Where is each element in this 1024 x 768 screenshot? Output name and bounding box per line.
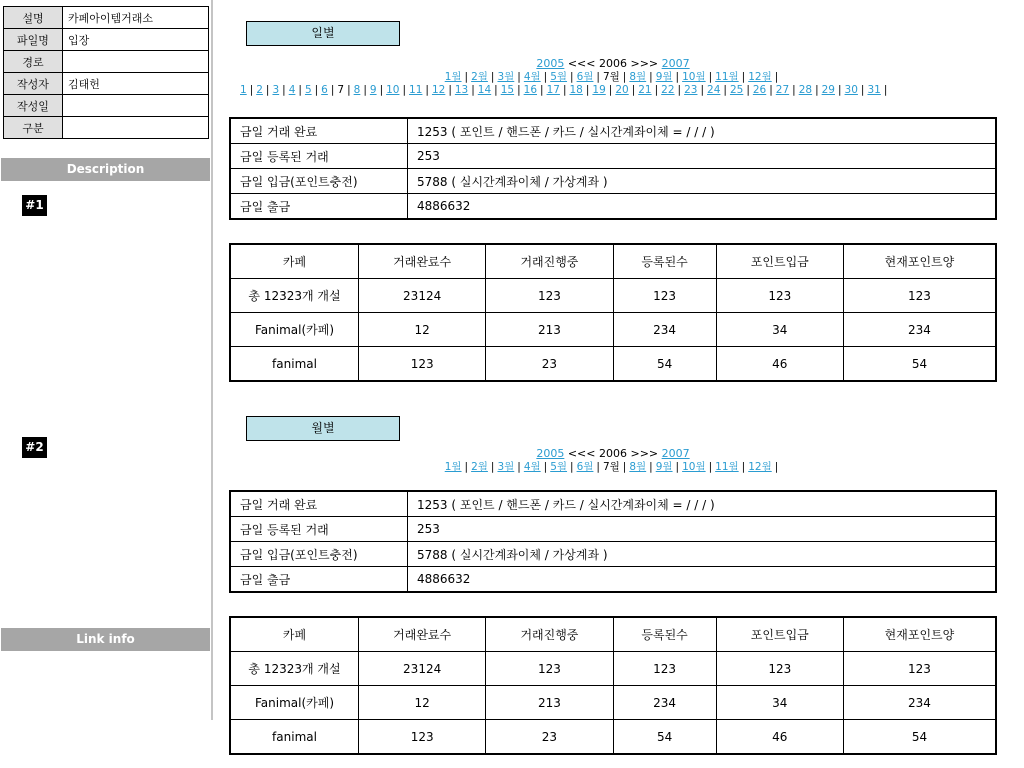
- column-header: 등록된수: [613, 617, 716, 652]
- day-link[interactable]: 14: [477, 84, 492, 96]
- summary-row: [230, 542, 996, 567]
- month-link: 7월: [602, 71, 620, 83]
- table-cell: 234: [843, 313, 996, 347]
- separator: |: [774, 461, 779, 473]
- day-link[interactable]: 21: [638, 84, 652, 96]
- summary-row: [230, 567, 996, 593]
- month-link[interactable]: 2월: [471, 461, 488, 473]
- day-link[interactable]: 20: [615, 84, 629, 96]
- prev-year-link[interactable]: 2005: [536, 57, 565, 70]
- summary-label: 금일 거래 완료: [230, 118, 408, 144]
- table-cell: 46: [716, 720, 843, 755]
- month-link[interactable]: 8월: [629, 461, 647, 473]
- separator: |: [792, 84, 796, 96]
- table-cell: 54: [613, 720, 716, 755]
- separator: |: [774, 71, 779, 83]
- table-cell: 234: [843, 686, 996, 720]
- separator: |: [838, 84, 842, 96]
- month-link[interactable]: 1월: [444, 461, 462, 473]
- table-cell: 총 12323개 개설: [230, 279, 359, 313]
- table-row: [230, 652, 996, 686]
- separator: |: [570, 461, 574, 473]
- meta-row: [4, 7, 209, 29]
- day-link[interactable]: 27: [775, 84, 790, 96]
- marker-1: #1: [22, 195, 47, 216]
- separator: |: [402, 84, 407, 96]
- table-cell: 34: [716, 686, 843, 720]
- separator: |: [543, 461, 548, 473]
- daily-section-title: 일별: [246, 21, 400, 46]
- summary-value: 1253 ( 포인트 / 핸드폰 / 카드 / 실시간계좌이체 = / / / ): [408, 491, 997, 517]
- day-link: 7: [337, 84, 345, 96]
- table-cell: 54: [613, 347, 716, 382]
- daily-month-nav: [228, 71, 998, 83]
- table-cell: 234: [613, 313, 716, 347]
- summary-value: 4886632: [408, 194, 997, 220]
- separator: |: [677, 84, 682, 96]
- summary-row: [230, 491, 996, 517]
- summary-label: 금일 등록된 거래: [230, 144, 408, 169]
- meta-value: [63, 95, 209, 117]
- table-cell: 123: [486, 279, 613, 313]
- table-cell: Fanimal(카페): [230, 686, 359, 720]
- separator: |: [622, 71, 627, 83]
- table-cell: 총 12323개 개설: [230, 652, 359, 686]
- day-link[interactable]: 9: [369, 84, 377, 96]
- table-cell: 54: [843, 720, 996, 755]
- separator: |: [379, 84, 384, 96]
- summary-row: [230, 169, 996, 194]
- separator: |: [675, 461, 680, 473]
- separator: |: [608, 84, 613, 96]
- column-header: 거래진행중: [486, 244, 613, 279]
- day-link[interactable]: 24: [707, 84, 721, 96]
- separator: |: [330, 84, 335, 96]
- table-cell: 34: [716, 313, 843, 347]
- separator: |: [631, 84, 636, 96]
- daily-day-nav: [240, 84, 1010, 96]
- meta-info-table: [3, 6, 209, 139]
- day-link[interactable]: 12: [431, 84, 446, 96]
- column-header: 카페: [230, 617, 359, 652]
- column-header: 거래완료수: [359, 244, 486, 279]
- summary-value: 5788 ( 실시간계좌이체 / 가상계좌 ): [408, 169, 997, 194]
- column-header: 현재포인트양: [843, 244, 996, 279]
- prev-year-link[interactable]: 2005: [536, 447, 565, 460]
- separator: |: [649, 71, 653, 83]
- day-link[interactable]: 10: [386, 84, 400, 96]
- meta-key: 설명: [4, 7, 63, 29]
- separator: |: [464, 71, 469, 83]
- month-link[interactable]: 5월: [550, 461, 568, 473]
- meta-value: 김태헌: [63, 73, 209, 95]
- month-link[interactable]: 12월: [748, 461, 772, 473]
- day-link[interactable]: 3: [272, 84, 280, 96]
- meta-row: [4, 95, 209, 117]
- day-link[interactable]: 19: [592, 84, 606, 96]
- separator: |: [448, 84, 452, 96]
- table-cell: 12: [359, 686, 486, 720]
- separator: |: [596, 461, 600, 473]
- separator: |: [464, 461, 469, 473]
- month-link[interactable]: 3월: [497, 71, 515, 83]
- description-header: Description: [1, 158, 210, 181]
- separator: |: [543, 71, 548, 83]
- separator: |: [471, 84, 475, 96]
- meta-value: [63, 117, 209, 139]
- table-cell: 46: [716, 347, 843, 382]
- table-cell: 123: [613, 652, 716, 686]
- summary-label: 금일 출금: [230, 194, 408, 220]
- month-link[interactable]: 2월: [471, 71, 488, 83]
- meta-row: [4, 29, 209, 51]
- month-link[interactable]: 8월: [629, 71, 647, 83]
- month-link[interactable]: 12월: [748, 71, 772, 83]
- table-row: [230, 313, 996, 347]
- separator: |: [347, 84, 351, 96]
- separator: |: [314, 84, 319, 96]
- month-link: 7월: [602, 461, 620, 473]
- month-link[interactable]: 3월: [497, 461, 515, 473]
- table-cell: 213: [486, 313, 613, 347]
- summary-label: 금일 거래 완료: [230, 491, 408, 517]
- summary-label: 금일 등록된 거래: [230, 517, 408, 542]
- current-year: <<< 2006 >>>: [567, 57, 659, 70]
- table-cell: 123: [843, 652, 996, 686]
- meta-key: 작성자: [4, 73, 63, 95]
- table-row: [230, 347, 996, 382]
- meta-value: [63, 51, 209, 73]
- month-link[interactable]: 1월: [444, 71, 462, 83]
- table-cell: 123: [716, 279, 843, 313]
- day-link[interactable]: 26: [752, 84, 767, 96]
- separator: |: [708, 71, 713, 83]
- link-info-header: Link info: [1, 628, 210, 651]
- summary-label: 금일 입금(포인트충전): [230, 169, 408, 194]
- panel-divider: [211, 0, 213, 720]
- summary-row: [230, 118, 996, 144]
- month-link[interactable]: 6월: [576, 461, 594, 473]
- day-link[interactable]: 16: [523, 84, 538, 96]
- separator: |: [596, 71, 600, 83]
- meta-key: 작성일: [4, 95, 63, 117]
- separator: |: [425, 84, 429, 96]
- meta-key: 경로: [4, 51, 63, 73]
- day-link[interactable]: 2: [256, 84, 263, 96]
- separator: |: [494, 84, 498, 96]
- summary-row: [230, 194, 996, 220]
- column-header: 포인트입금: [716, 244, 843, 279]
- month-link[interactable]: 5월: [550, 71, 568, 83]
- separator: |: [570, 71, 574, 83]
- column-header: 등록된수: [613, 244, 716, 279]
- meta-row: [4, 51, 209, 73]
- separator: |: [363, 84, 367, 96]
- table-cell: 213: [486, 686, 613, 720]
- day-link[interactable]: 23: [684, 84, 698, 96]
- separator: |: [769, 84, 773, 96]
- separator: |: [883, 84, 888, 96]
- month-link[interactable]: 6월: [576, 71, 594, 83]
- monthly-summary-table: [229, 490, 997, 593]
- day-link[interactable]: 31: [867, 84, 881, 96]
- day-link[interactable]: 18: [569, 84, 583, 96]
- day-link[interactable]: 15: [500, 84, 515, 96]
- separator: |: [723, 84, 727, 96]
- day-link[interactable]: 30: [844, 84, 858, 96]
- separator: |: [517, 461, 521, 473]
- day-link[interactable]: 4: [288, 84, 296, 96]
- separator: |: [675, 71, 680, 83]
- separator: |: [741, 461, 746, 473]
- separator: |: [490, 71, 495, 83]
- month-link[interactable]: 10월: [682, 71, 706, 83]
- table-cell: Fanimal(카페): [230, 313, 359, 347]
- next-year-link[interactable]: 2007: [661, 57, 690, 70]
- daily-summary-table: [229, 117, 997, 220]
- summary-label: 금일 입금(포인트충전): [230, 542, 408, 567]
- separator: |: [649, 461, 653, 473]
- summary-value: 253: [408, 144, 997, 169]
- daily-cafe-table: [229, 243, 997, 382]
- day-link[interactable]: 5: [304, 84, 312, 96]
- separator: |: [815, 84, 819, 96]
- meta-row: [4, 73, 209, 95]
- separator: |: [585, 84, 590, 96]
- table-cell: 123: [716, 652, 843, 686]
- month-link[interactable]: 4월: [523, 71, 541, 83]
- table-cell: 123: [613, 279, 716, 313]
- monthly-month-nav: [228, 461, 998, 473]
- table-cell: 23124: [359, 652, 486, 686]
- separator: |: [298, 84, 302, 96]
- meta-row: [4, 117, 209, 139]
- month-link[interactable]: 11월: [715, 71, 739, 83]
- table-cell: 23124: [359, 279, 486, 313]
- column-header: 포인트입금: [716, 617, 843, 652]
- separator: |: [249, 84, 254, 96]
- table-cell: 54: [843, 347, 996, 382]
- day-link[interactable]: 1: [240, 84, 247, 96]
- month-link[interactable]: 4월: [523, 461, 541, 473]
- separator: |: [741, 71, 746, 83]
- day-link[interactable]: 8: [353, 84, 361, 96]
- column-header: 현재포인트양: [843, 617, 996, 652]
- summary-value: 253: [408, 517, 997, 542]
- separator: |: [282, 84, 286, 96]
- summary-row: [230, 517, 996, 542]
- column-header: 거래진행중: [486, 617, 613, 652]
- summary-value: 4886632: [408, 567, 997, 593]
- summary-label: 금일 출금: [230, 567, 408, 593]
- table-cell: 23: [486, 347, 613, 382]
- monthly-cafe-table: [229, 616, 997, 755]
- day-link[interactable]: 6: [321, 84, 328, 96]
- column-header: 카페: [230, 244, 359, 279]
- separator: |: [540, 84, 544, 96]
- table-cell: 23: [486, 720, 613, 755]
- table-cell: 123: [843, 279, 996, 313]
- table-row: [230, 720, 996, 755]
- day-link[interactable]: 13: [454, 84, 469, 96]
- marker-2: #2: [22, 437, 47, 458]
- separator: |: [490, 461, 495, 473]
- next-year-link[interactable]: 2007: [661, 447, 690, 460]
- summary-value: 5788 ( 실시간계좌이체 / 가상계좌 ): [408, 542, 997, 567]
- separator: |: [708, 461, 713, 473]
- table-cell: 123: [359, 347, 486, 382]
- separator: |: [700, 84, 705, 96]
- month-link[interactable]: 9월: [655, 71, 673, 83]
- month-link[interactable]: 9월: [655, 461, 673, 473]
- summary-value: 1253 ( 포인트 / 핸드폰 / 카드 / 실시간계좌이체 = / / / ): [408, 118, 997, 144]
- day-link[interactable]: 28: [798, 84, 813, 96]
- month-link[interactable]: 10월: [682, 461, 706, 473]
- meta-value: 입장: [63, 29, 209, 51]
- separator: |: [860, 84, 865, 96]
- day-link[interactable]: 25: [729, 84, 744, 96]
- meta-key: 파일명: [4, 29, 63, 51]
- table-cell: 234: [613, 686, 716, 720]
- separator: |: [746, 84, 750, 96]
- day-link[interactable]: 29: [821, 84, 835, 96]
- table-row: [230, 686, 996, 720]
- table-cell: 12: [359, 313, 486, 347]
- summary-row: [230, 144, 996, 169]
- separator: |: [654, 84, 659, 96]
- monthly-section-title: 월별: [246, 416, 400, 441]
- table-cell: 123: [359, 720, 486, 755]
- table-cell: fanimal: [230, 347, 359, 382]
- current-year: <<< 2006 >>>: [567, 447, 659, 460]
- separator: |: [562, 84, 567, 96]
- day-link[interactable]: 11: [409, 84, 423, 96]
- month-link[interactable]: 11월: [715, 461, 739, 473]
- table-cell: 123: [486, 652, 613, 686]
- table-cell: fanimal: [230, 720, 359, 755]
- separator: |: [517, 71, 521, 83]
- day-link[interactable]: 22: [661, 84, 675, 96]
- separator: |: [517, 84, 521, 96]
- separator: |: [622, 461, 627, 473]
- daily-year-nav: [228, 58, 998, 70]
- meta-key: 구분: [4, 117, 63, 139]
- meta-value: 카페아이템거래소: [63, 7, 209, 29]
- monthly-year-nav: [228, 448, 998, 460]
- column-header: 거래완료수: [359, 617, 486, 652]
- separator: |: [265, 84, 270, 96]
- day-link[interactable]: 17: [546, 84, 560, 96]
- table-row: [230, 279, 996, 313]
